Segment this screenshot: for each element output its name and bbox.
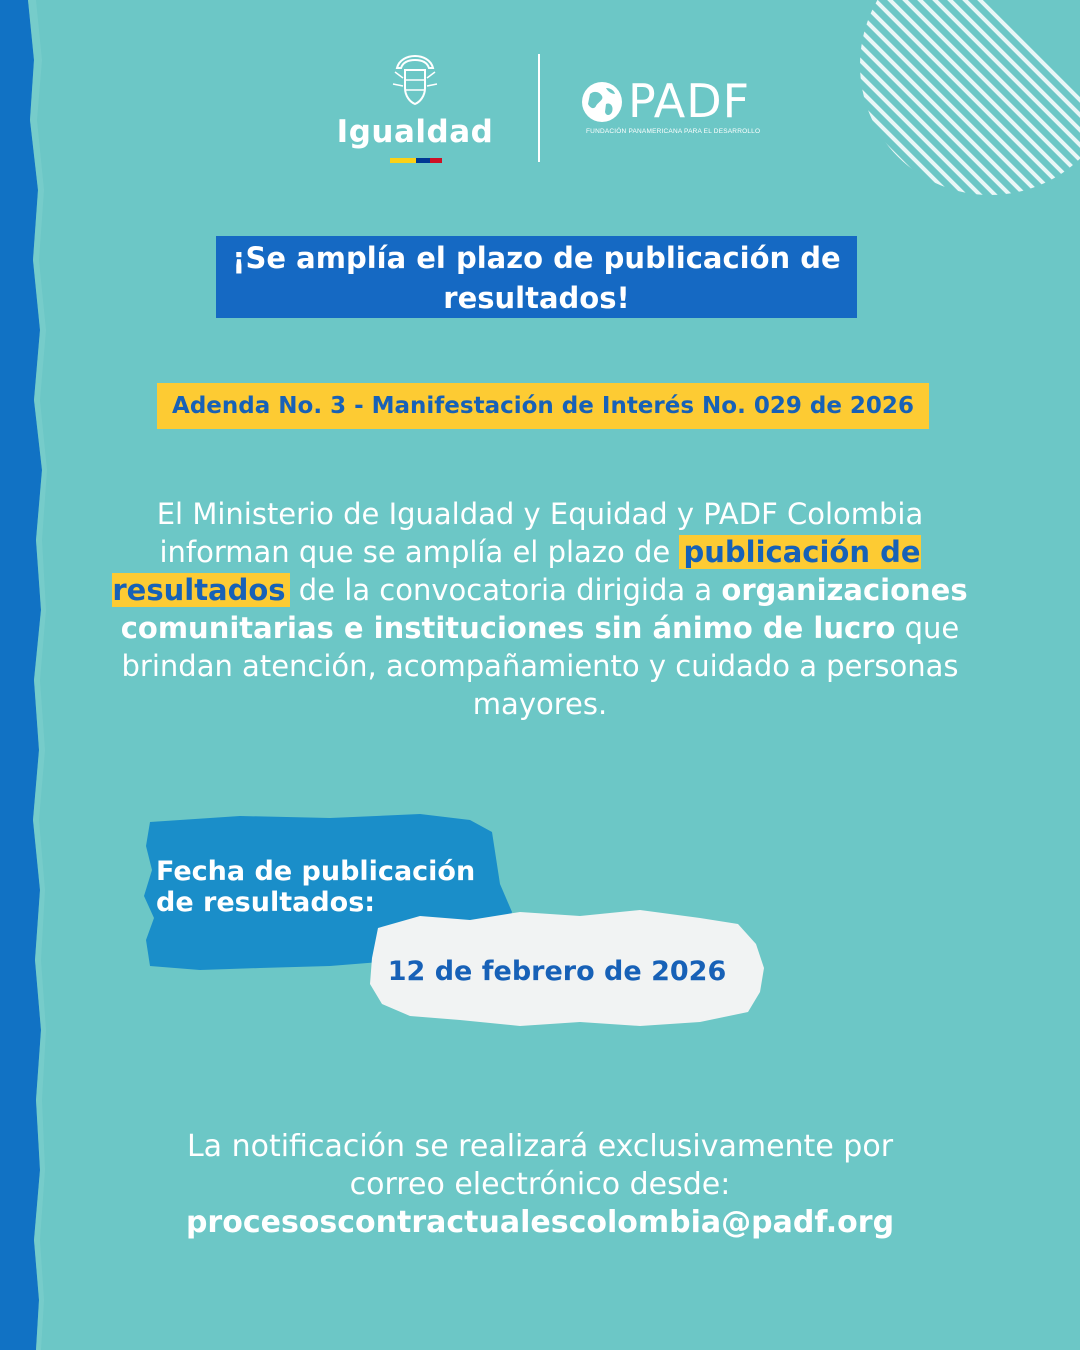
date-value: 12 de febrero de 2026 bbox=[387, 956, 727, 987]
date-label-line-1: Fecha de publicación bbox=[156, 856, 476, 887]
padf-logo-subtitle: FUNDACIÓN PANAMERICANA PARA EL DESARROLLO bbox=[586, 128, 761, 135]
padf-logo-text: PADF bbox=[628, 74, 751, 128]
notification-email: procesoscontractualescolombia@padf.org bbox=[185, 1205, 895, 1240]
notification-text bbox=[100, 1128, 980, 1242]
headline-line-2: resultados! bbox=[443, 281, 630, 315]
padf-logo bbox=[580, 76, 780, 140]
date-label bbox=[156, 856, 536, 918]
body-highlight: publicación de resultados bbox=[112, 535, 921, 607]
announcement-body bbox=[110, 495, 970, 723]
flag-stripe-yellow bbox=[390, 158, 416, 163]
notification-line-1: La notificación se realizará exclusivamente por bbox=[186, 1129, 894, 1164]
body-text-2: de la convocatoria dirigida a bbox=[289, 573, 722, 607]
flag-stripe-red bbox=[430, 158, 442, 163]
globe-icon bbox=[580, 80, 624, 124]
headline-banner bbox=[216, 236, 857, 318]
headline-line-1: ¡Se amplía el plazo de publicación de bbox=[232, 241, 841, 275]
body-bold-1: organizaciones comunitarias e instituciones sin ánimo de lucro bbox=[120, 573, 968, 645]
notification-line-2: correo electrónico desde: bbox=[349, 1167, 731, 1202]
body-text-1: El Ministerio de Igualdad y Equidad y PADF Colombia informan que se amplía el plazo de bbox=[156, 497, 924, 569]
date-label-line-2: de resultados: bbox=[156, 887, 376, 918]
addendum-label: Adenda No. 3 - Manifestación de Interés No. 029 de 2026 bbox=[157, 383, 929, 429]
body-text-3: que brindan atención, acompañamiento y cuidado a personas mayores. bbox=[121, 611, 960, 721]
igualdad-logo-text: Igualdad bbox=[336, 114, 494, 150]
igualdad-logo bbox=[330, 50, 500, 170]
flag-stripe bbox=[390, 158, 442, 163]
colombia-coat-of-arms-icon bbox=[385, 50, 445, 110]
flag-stripe-blue bbox=[416, 158, 430, 163]
logo-divider bbox=[538, 54, 540, 162]
